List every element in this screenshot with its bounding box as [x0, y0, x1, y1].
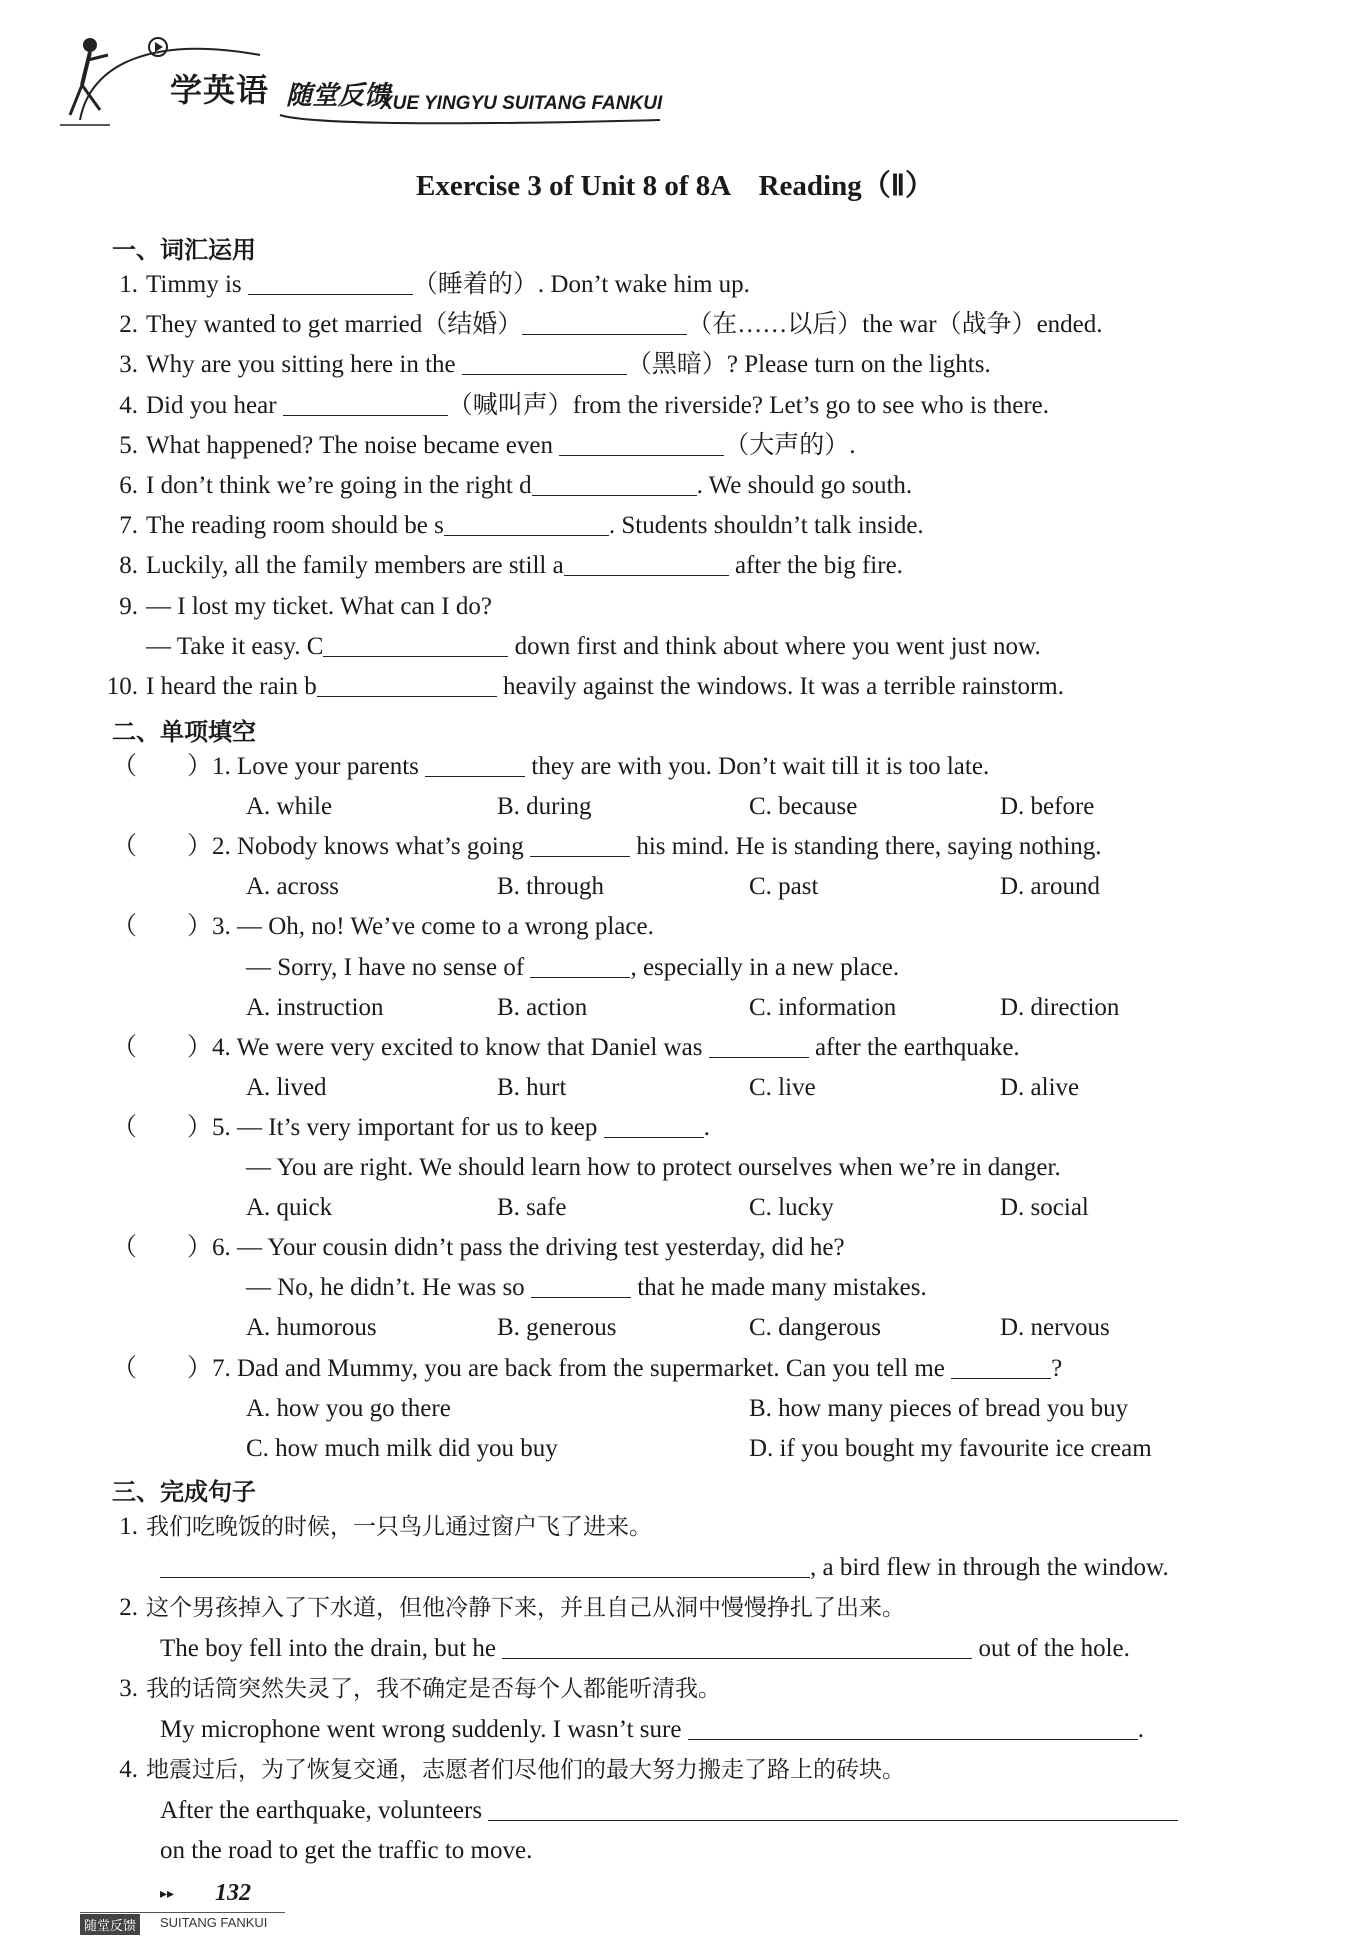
- header-title-cn2: 随堂反馈: [286, 81, 391, 111]
- item-text-after: （在……以后）the war（战争）ended.: [687, 311, 1103, 339]
- question-text-after: they are with you. Don’t wait till it is too late.: [525, 753, 990, 780]
- vocab-item: [100, 632, 1041, 662]
- question-text-before: We were very excited to know that Daniel was: [236, 1033, 709, 1061]
- translation-prompt: [100, 1755, 905, 1785]
- question-text-before: — Oh, no! We’ve come to a wrong place.: [237, 913, 654, 941]
- vocab-answer-blank[interactable]: [462, 352, 627, 375]
- translation-prompt: [100, 1512, 652, 1542]
- item-text-before: I heard the rain b: [146, 673, 317, 700]
- item-text-before: Timmy is: [146, 271, 248, 298]
- item-number: 2.: [119, 1594, 138, 1621]
- vocab-item: [100, 672, 1064, 702]
- chinese-sentence: 地震过后，为了恢复交通，志愿者们尽他们的最大努力搬走了路上的砖块。: [146, 1757, 905, 1783]
- translation-answer-line: [160, 1634, 1130, 1664]
- item-text-after: （大声的）.: [724, 431, 856, 459]
- question-blank[interactable]: [425, 754, 525, 777]
- question-line: [212, 832, 1102, 862]
- option-d[interactable]: D. before: [1000, 793, 1095, 821]
- english-text-before: The boy fell into the drain, but he: [160, 1634, 503, 1662]
- option-b[interactable]: B. during: [497, 793, 592, 821]
- option-a[interactable]: A. humorous: [246, 1314, 377, 1342]
- vocab-item: [100, 391, 1049, 421]
- question-number: 3.: [212, 913, 237, 941]
- item-number: 2.: [119, 311, 138, 339]
- question-number: 6.: [212, 1234, 237, 1262]
- option-c[interactable]: C. dangerous: [749, 1314, 881, 1342]
- question-blank[interactable]: [709, 1035, 809, 1058]
- vocab-item: [100, 310, 1103, 340]
- option-a[interactable]: A. instruction: [246, 993, 384, 1021]
- option-c[interactable]: C. past: [749, 873, 819, 901]
- question-text-after: ?: [1051, 1354, 1063, 1382]
- question-blank[interactable]: [604, 1115, 704, 1138]
- question-text-after: .: [703, 1113, 710, 1141]
- footer-arrow-icon: ▸▸: [160, 1886, 175, 1902]
- option-a[interactable]: A. lived: [246, 1073, 327, 1101]
- exercise-title: Exercise 3 of Unit 8 of 8A Reading（Ⅱ）: [416, 170, 934, 202]
- footer-badge: 随堂反馈: [80, 1914, 140, 1935]
- item-text-before: Did you hear: [146, 391, 283, 419]
- question-text-before: Nobody knows what’s going: [237, 833, 531, 861]
- item-text-before: What happened? The noise became even: [146, 431, 560, 459]
- vocab-answer-blank[interactable]: [564, 553, 729, 576]
- translation-prompt: [100, 1593, 905, 1623]
- option-a[interactable]: A. while: [246, 793, 333, 821]
- answer-paren[interactable]: （ ）: [112, 1234, 213, 1262]
- english-text-before: After the earthquake, volunteers: [160, 1796, 489, 1824]
- option-b[interactable]: B. action: [497, 993, 588, 1021]
- question-number: 5.: [212, 1113, 237, 1141]
- vocab-item: [100, 551, 903, 581]
- vocab-item: [100, 592, 492, 622]
- question-number: 7.: [212, 1354, 237, 1382]
- question-text-before: — You are right. We should learn how to protect ourselves when we’re in danger.: [246, 1154, 1061, 1181]
- option-a[interactable]: A. quick: [246, 1194, 333, 1222]
- translation-blank[interactable]: [488, 1798, 1178, 1821]
- question-text-before: — It’s very important for us to keep: [237, 1113, 604, 1141]
- translation-answer-line: [160, 1796, 1178, 1826]
- vocab-answer-blank[interactable]: [532, 473, 697, 496]
- option-c[interactable]: C. live: [749, 1073, 816, 1101]
- item-text-after: （睡着的）. Don’t wake him up.: [412, 271, 750, 298]
- option-b[interactable]: B. through: [497, 873, 604, 901]
- vocab-item: [100, 511, 924, 541]
- option-d[interactable]: D. direction: [1000, 993, 1120, 1021]
- chinese-sentence: 我的话筒突然失灵了，我不确定是否每个人都能听清我。: [146, 1676, 721, 1702]
- vocab-answer-blank[interactable]: [559, 433, 724, 456]
- option-d[interactable]: D. if you bought my favourite ice cream: [749, 1434, 1152, 1462]
- option-a[interactable]: A. how you go there: [246, 1394, 451, 1422]
- answer-paren[interactable]: （ ）: [112, 833, 213, 861]
- question-text-after: , especially in a new place.: [630, 953, 900, 981]
- item-text-before: — Take it easy. C: [146, 632, 324, 660]
- question-line: [212, 1033, 1020, 1063]
- item-text-after: down first and think about where you went just now.: [508, 632, 1041, 660]
- option-b[interactable]: B. how many pieces of bread you buy: [749, 1394, 1129, 1422]
- item-text-after: （喊叫声）from the riverside? Let’s go to see who is there.: [447, 391, 1050, 419]
- item-number: 3.: [119, 351, 138, 379]
- question-blank[interactable]: [531, 1275, 631, 1298]
- item-number: 8.: [119, 552, 138, 580]
- option-d[interactable]: D. social: [1000, 1194, 1089, 1222]
- question-line: [246, 1273, 927, 1303]
- section2-title: 二、单项填空: [112, 718, 256, 746]
- item-text-before: They wanted to get married（结婚）: [146, 311, 523, 339]
- page-number: 132: [215, 1880, 251, 1906]
- question-text-after: after the earthquake.: [808, 1033, 1020, 1061]
- book-header: [50, 25, 690, 135]
- item-number: 4.: [119, 391, 138, 419]
- option-d[interactable]: D. alive: [1000, 1073, 1080, 1101]
- question-text-before: Love your parents: [237, 753, 426, 780]
- item-text-before: Luckily, all the family members are still a: [146, 552, 564, 580]
- option-b[interactable]: B. safe: [497, 1194, 567, 1222]
- item-text-before: The reading room should be s: [146, 512, 444, 540]
- item-number: 3.: [119, 1675, 138, 1702]
- header-title-en: XUE YINGYU SUITANG FANKUI: [380, 93, 663, 114]
- answer-paren[interactable]: （ ）: [112, 1033, 213, 1061]
- item-number: 9.: [119, 592, 138, 620]
- question-line: [212, 1233, 845, 1263]
- question-text-after: his mind. He is standing there, saying nothing.: [630, 833, 1102, 861]
- english-text-after: out of the hole.: [972, 1634, 1130, 1662]
- question-text-before: — Sorry, I have no sense of: [246, 953, 531, 981]
- vocab-item: [100, 471, 912, 501]
- question-line: [212, 912, 654, 942]
- vocab-item: [100, 270, 750, 300]
- item-number: 5.: [119, 431, 138, 459]
- vocab-item: [100, 431, 856, 461]
- item-text-before: — I lost my ticket. What can I do?: [146, 592, 492, 620]
- translation-answer-line2: on the road to get the traffic to move.: [160, 1837, 533, 1864]
- item-number: 7.: [119, 512, 138, 540]
- question-line: [212, 1354, 1062, 1384]
- question-line: [212, 752, 989, 782]
- item-number: 4.: [119, 1756, 138, 1783]
- english-text-after: , a bird flew in through the window.: [810, 1553, 1169, 1581]
- question-blank[interactable]: [530, 955, 630, 978]
- section1-title: 一、词汇运用: [112, 236, 256, 264]
- section3-title: 三、完成句子: [112, 1478, 256, 1506]
- question-blank[interactable]: [530, 834, 630, 857]
- item-text-after: . We should go south.: [696, 472, 913, 499]
- option-c[interactable]: C. lucky: [749, 1194, 834, 1222]
- item-number: 1.: [119, 271, 138, 298]
- item-number: 6.: [119, 472, 138, 499]
- answer-paren[interactable]: （ ）: [112, 913, 213, 941]
- option-b[interactable]: B. generous: [497, 1314, 617, 1342]
- question-number: 4.: [212, 1033, 237, 1061]
- option-a[interactable]: A. across: [246, 873, 340, 901]
- translation-answer-line: [160, 1715, 1144, 1745]
- answer-paren[interactable]: （ ）: [112, 1354, 213, 1382]
- translation-blank[interactable]: [688, 1717, 1138, 1740]
- item-text-after: . Students shouldn’t talk inside.: [608, 512, 924, 540]
- question-line: [246, 953, 899, 983]
- item-text-after: after the big fire.: [728, 552, 903, 580]
- item-text-before: Why are you sitting here in the: [146, 351, 462, 379]
- option-b[interactable]: B. hurt: [497, 1073, 567, 1101]
- question-text-after: that he made many mistakes.: [630, 1274, 927, 1302]
- chinese-sentence: 这个男孩掉入了下水道，但他冷静下来，并且自己从洞中慢慢挣扎了出来。: [146, 1595, 905, 1621]
- vocab-answer-blank[interactable]: [323, 634, 508, 657]
- header-title-cn: 学英语: [170, 71, 270, 109]
- item-text-before: I don’t think we’re going in the right d: [146, 472, 532, 499]
- question-text-before: — No, he didn’t. He was so: [246, 1274, 531, 1302]
- translation-prompt: [100, 1674, 721, 1704]
- option-c[interactable]: C. because: [749, 793, 858, 821]
- item-number: 1.: [119, 1513, 138, 1540]
- answer-paren[interactable]: （ ）: [112, 1113, 213, 1141]
- english-text-after: .: [1137, 1715, 1144, 1743]
- vocab-answer-blank[interactable]: [283, 393, 448, 416]
- footer-divider: [80, 1912, 285, 1913]
- vocab-answer-blank[interactable]: [317, 674, 497, 697]
- chinese-sentence: 我们吃晚饭的时候，一只鸟儿通过窗户飞了进来。: [146, 1514, 652, 1540]
- question-number: 1.: [212, 753, 237, 780]
- translation-blank[interactable]: [160, 1555, 810, 1578]
- vocab-answer-blank[interactable]: [248, 272, 413, 295]
- option-d[interactable]: D. nervous: [1000, 1314, 1110, 1342]
- option-c[interactable]: C. information: [749, 993, 897, 1021]
- item-text-after: （黑暗）? Please turn on the lights.: [626, 351, 991, 379]
- english-text-before: My microphone went wrong suddenly. I wasn’t sure: [160, 1715, 688, 1743]
- question-text-before: Dad and Mummy, you are back from the supermarket. Can you tell me: [237, 1354, 952, 1382]
- vocab-item: [100, 350, 991, 380]
- item-number: 10.: [106, 673, 138, 700]
- question-line: [246, 1153, 1061, 1183]
- question-text-before: — Your cousin didn’t pass the driving test yesterday, did he?: [237, 1234, 845, 1262]
- question-blank[interactable]: [951, 1356, 1051, 1379]
- item-text-after: heavily against the windows. It was a terrible rainstorm.: [496, 673, 1064, 700]
- question-number: 2.: [212, 833, 237, 861]
- translation-answer-line: [160, 1553, 1169, 1583]
- answer-paren[interactable]: （ ）: [112, 753, 213, 780]
- option-d[interactable]: D. around: [1000, 873, 1100, 901]
- option-c[interactable]: C. how much milk did you buy: [246, 1434, 558, 1462]
- vocab-answer-blank[interactable]: [522, 312, 687, 335]
- translation-blank[interactable]: [502, 1636, 972, 1659]
- footer-badge-en: SUITANG FANKUI: [160, 1915, 268, 1930]
- vocab-answer-blank[interactable]: [444, 513, 609, 536]
- question-line: [212, 1113, 710, 1143]
